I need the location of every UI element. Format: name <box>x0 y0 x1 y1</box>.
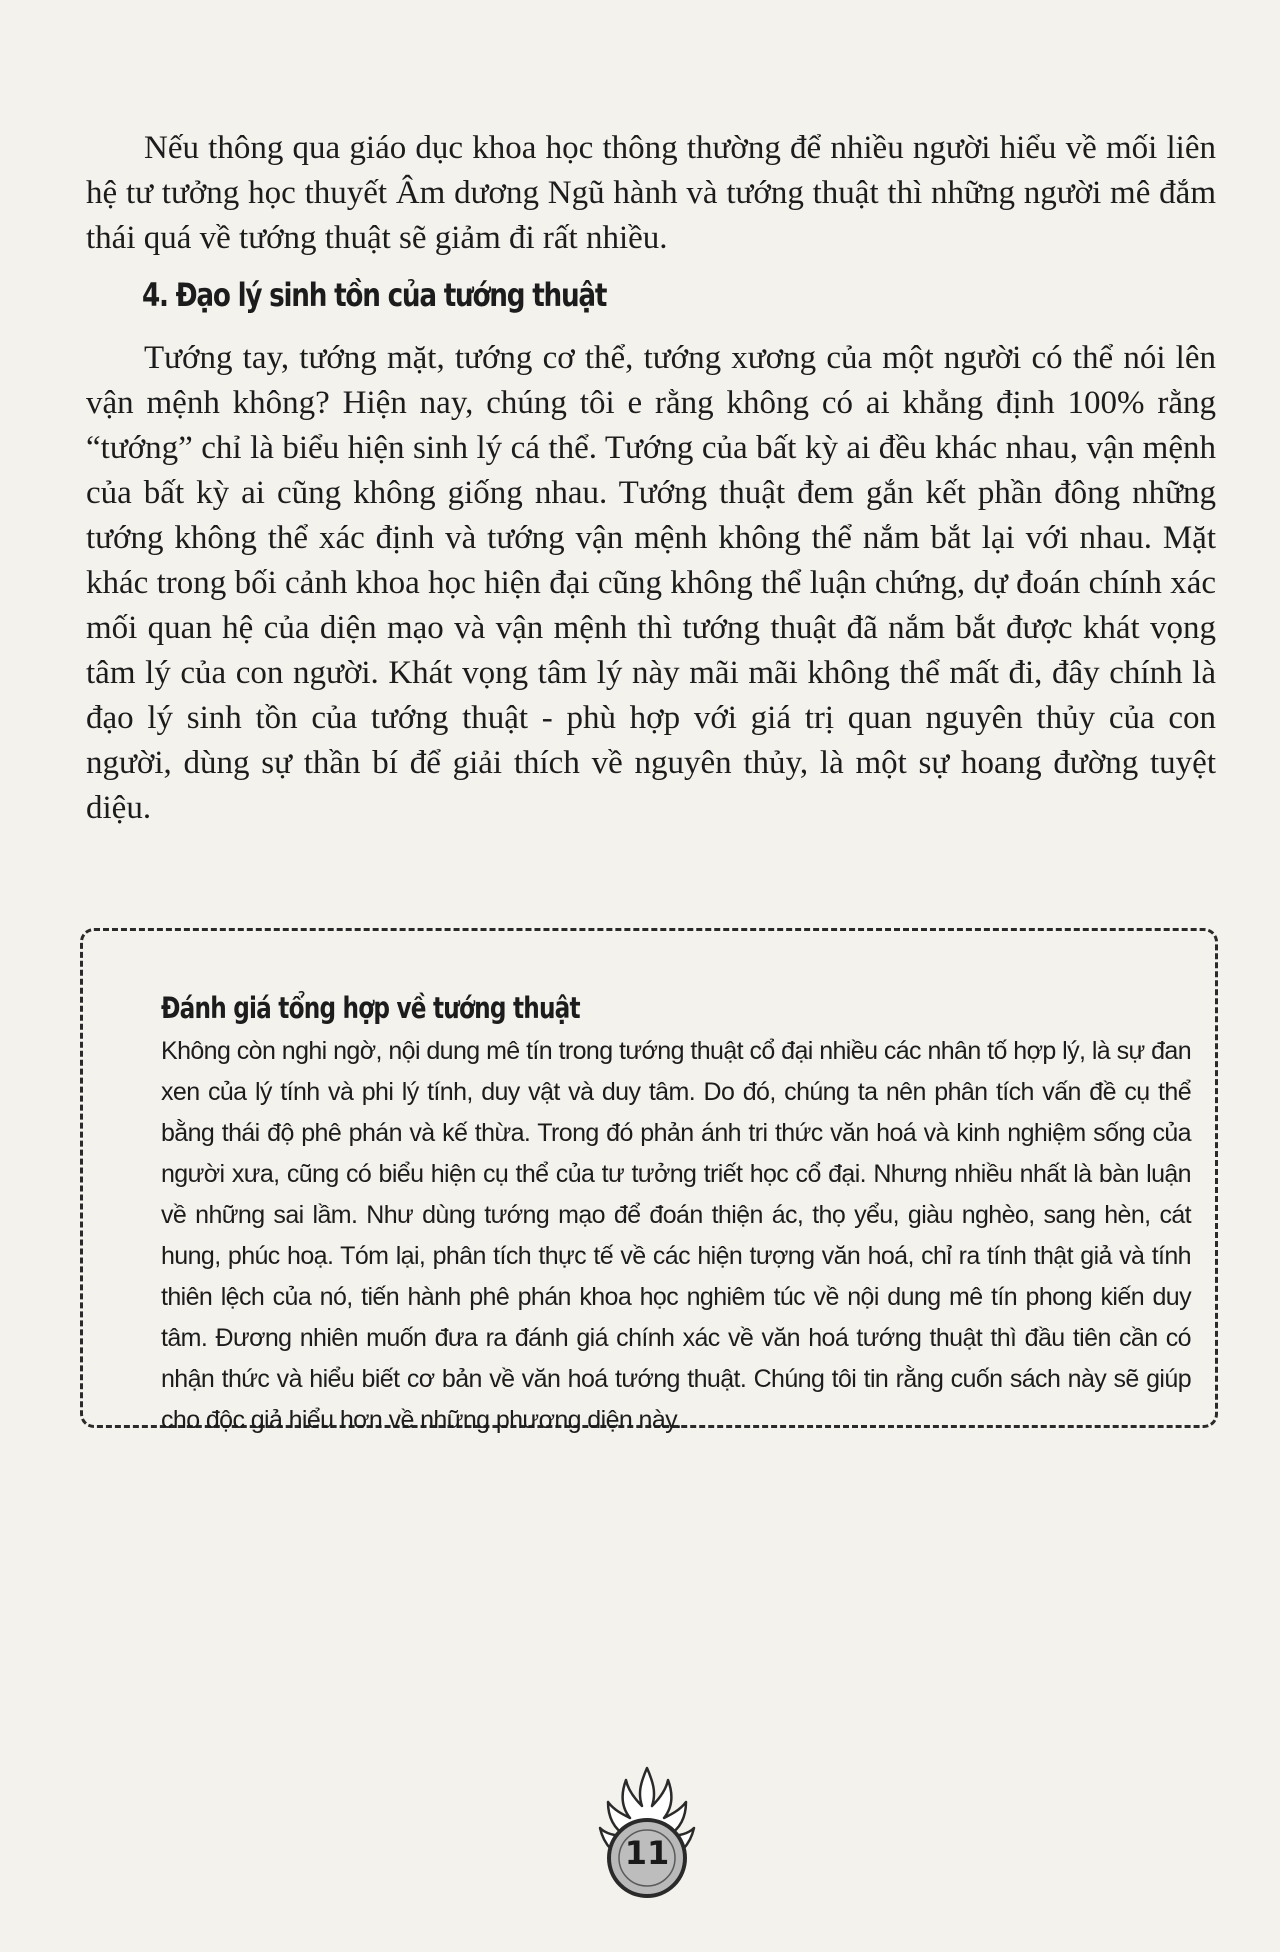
summary-box-title: Đánh giá tổng hợp về tướng thuật <box>161 991 580 1025</box>
summary-box <box>80 928 1218 1434</box>
section-heading: 4. Đạo lý sinh tồn của tướng thuật <box>142 276 607 314</box>
page-number: 11 <box>624 1834 670 1872</box>
page-number-badge <box>592 1762 702 1912</box>
intro-paragraph: Nếu thông qua giáo dục khoa học thông thường để nhiều người hiểu về mối liên hệ tư tưởng học thuyết Âm dương Ngũ hành và tướng thuật thì những người mê đắm thái quá về tướng thuật sẽ giảm đi rất nhiều. <box>86 130 1216 256</box>
summary-box-text: Không còn nghi ngờ, nội dung mê tín trong tướng thuật cổ đại nhiều các nhân tố hợp lý, là sự đan xen của lý tính và phi lý tính, duy vật và duy tâm. Do đó, chúng ta nên phân tích vấn đề cụ thể bằng thái độ phê phán và kế thừa. Trong đó phản ánh tri thức văn hoá và kinh nghiệm sống của người xưa, cũng có biểu hiện cụ thể của tư tưởng triết học cổ đại. Nhưng nhiều nhất là bàn luận về những sai lầm. Như dùng tướng mạo để đoán thiện ác, thọ yểu, giàu nghèo, sang hèn, cát hung, phúc hoạ. Tóm lại, phân tích thực tế về các hiện tượng văn hoá, chỉ ra tính thật giả và tính thiên lệch của nó, tiến hành phê phán khoa học nghiêm túc về nội dung mê tín phong kiến duy tâm. Đương nhiên muốn đưa ra đánh giá chính xác về văn hoá tướng thuật thì đầu tiên cần có nhận thức và hiểu biết cơ bản về văn hoá tướng thuật. Chúng tôi tin rằng cuốn sách này sẽ giúp cho độc giả hiểu hơn về những phương diện này. <box>161 1037 1191 1434</box>
main-paragraph: Tướng tay, tướng mặt, tướng cơ thể, tướng xương của một người có thể nói lên vận mệnh không? Hiện nay, chúng tôi e rằng không có ai khẳng định 100% rằng “tướng” chỉ là biểu hiện sinh lý cá thể. Tướng của bất kỳ ai đều khác nhau, vận mệnh của bất kỳ ai cũng không giống nhau. Tướng thuật đem gắn kết phần đông những tướng không thể xác định và tướng vận mệnh không thể nắm bắt lại với nhau. Mặt khác trong bối cảnh khoa học hiện đại cũng không thể luận chứng, dự đoán chính xác mối quan hệ của diện mạo và vận mệnh thì tướng thuật đã nắm bắt được khát vọng tâm lý của con người. Khát vọng tâm lý này mãi mãi không thể mất đi, đây chính là đạo lý sinh tồn của tướng thuật - phù hợp với giá trị quan nguyên thủy của con người, dùng sự thần bí để giải thích về nguyên thủy, là một sự hoang đường tuyệt diệu. <box>86 340 1216 826</box>
